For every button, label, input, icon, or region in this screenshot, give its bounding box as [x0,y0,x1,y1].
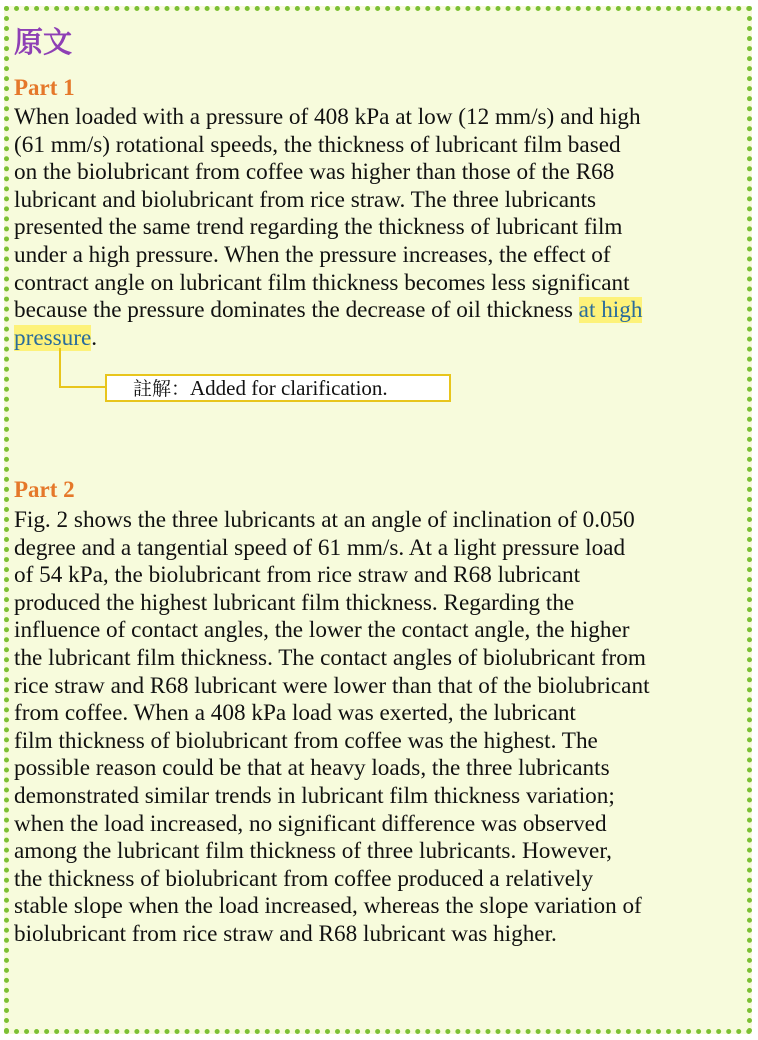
annotation-connector [59,348,105,388]
annotation-text: Added for clarification. [190,376,388,400]
highlighted-phrase-2[interactable]: pressure [14,324,92,351]
part1-text: When loaded with a pressure of 408 kPa at low (12 mm/s) and high (61 mm/s) rotational speeds, the thickness of lubricant film based on the biolubricant from coffee was higher than those of the R68 lubricant and biolubricant from rice straw. The three lubricants presented the same trend regarding the thickness of lubricant film under a high pressure. When the pressure increases, the effect of contract angle on lubricant film thickness becomes less significant because the pressure dominates the decrease of oil thickness [14,104,641,324]
part1-paragraph [14,104,744,352]
page-heading: 原文 [14,25,73,59]
part1-text-end: . [91,324,98,351]
annotation-label: 註解： [133,378,191,400]
part2-paragraph: Fig. 2 shows the three lubricants at an angle of inclination of 0.050 degree and a tangential speed of 61 mm/s. At a light pressure load of 54 kPa, the biolubricant from rice straw and R68 lubricant produced the highest lubricant film thickness. Regarding the influence of contact angles, the lower the contact angle, the higher the lubricant film thickness. The contact angles of biolubricant from rice straw and R68 lubricant were lower than that of the biolubricant from coffee. When a 408 kPa load was exerted, the lubricant film thickness of biolubricant from coffee was the highest. The possible reason could be that at heavy loads, the three lubricants demonstrated similar trends in lubricant film thickness variation; when the load increased, no significant difference was observed among the lubricant film thickness of three lubricants. However, the thickness of biolubricant from coffee produced a relatively stable slope when the load increased, whereas the slope variation of biolubricant from rice straw and R68 lubricant was higher. [14,507,650,947]
part2-title: Part 2 [14,477,75,502]
highlighted-phrase-1[interactable]: at high [578,297,643,324]
annotation-note[interactable] [105,374,451,402]
part1-title: Part 1 [14,75,75,100]
